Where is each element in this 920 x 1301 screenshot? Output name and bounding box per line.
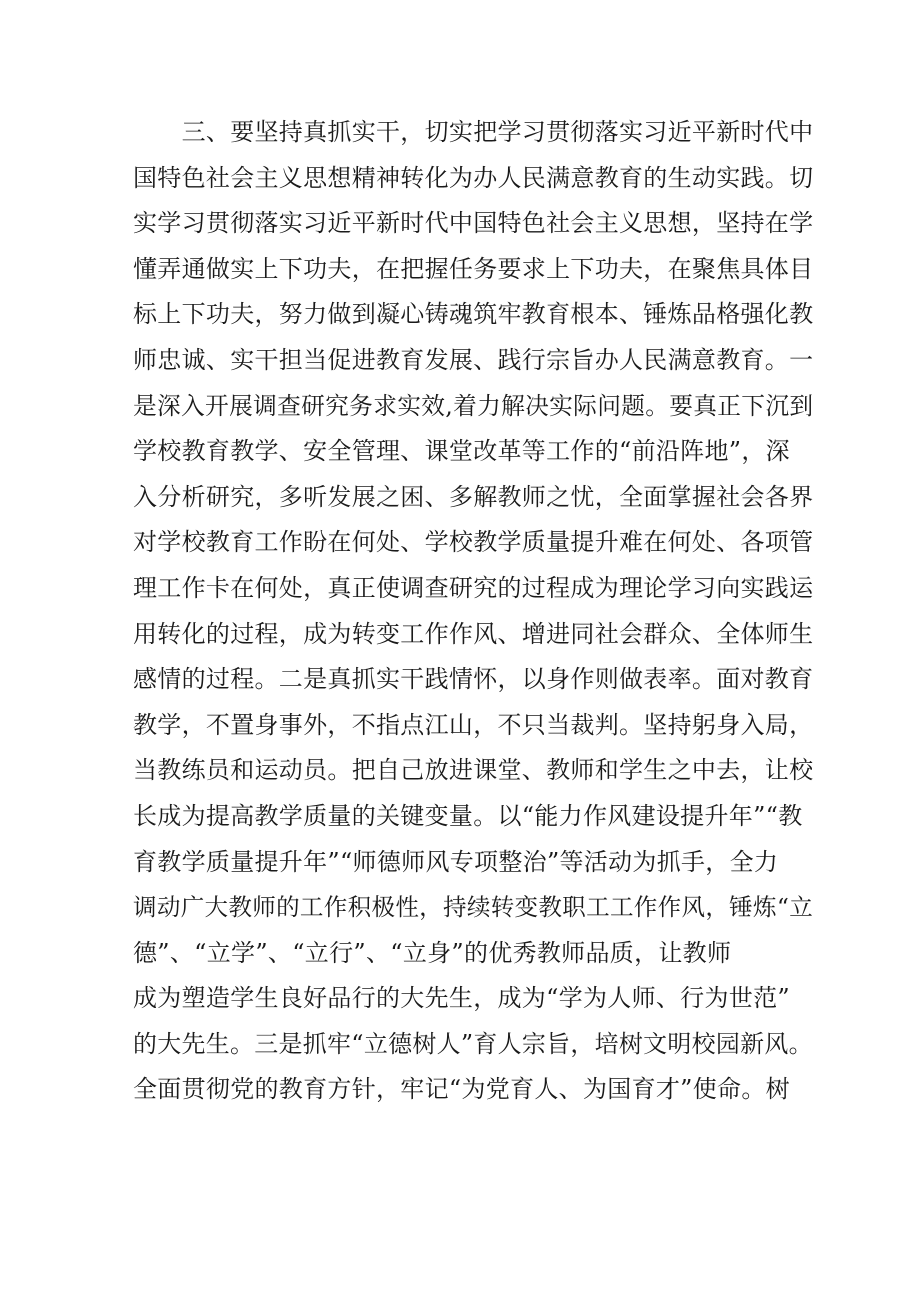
text-line: 是深入开展调查研究务求实效,着力解决实际问题。要真正下沉到	[133, 391, 814, 420]
text-line: 懂弄通做实上下功夫，在把握任务要求上下功夫，在聚焦具体目	[133, 254, 814, 283]
text-line: 实学习贯彻落实习近平新时代中国特色社会主义思想，坚持在学	[133, 209, 814, 238]
text-line: 国特色社会主义思想精神转化为办人民满意教育的生动实践。切	[133, 163, 814, 192]
text-line: 感情的过程。二是真抓实干践情怀，以身作则做表率。面对教育	[133, 665, 814, 694]
text-line: 育教学质量提升年”“师德师风专项整治”等活动为抓手，全力	[133, 847, 779, 876]
text-line: 教学，不置身事外，不指点江山，不只当裁判。坚持躬身入局，	[133, 710, 814, 739]
text-line: 全面贯彻党的教育方针，牢记“为党育人、为国育才”使命。树	[133, 1075, 790, 1104]
body-paragraph	[133, 110, 813, 1113]
text-line: 调动广大教师的工作积极性，持续转变教职工工作作风，锤炼“立	[133, 893, 814, 922]
text-line: 长成为提高教学质量的关键变量。以“能力作风建设提升年”“教	[133, 801, 803, 830]
text-line: 学校教育教学、安全管理、课堂改革等工作的“前沿阵地”，深	[133, 437, 790, 466]
text-line: 当教练员和运动员。把自己放进课堂、教师和学生之中去，让校	[133, 756, 814, 785]
text-line: 的大先生。三是抓牢“立德树人”育人宗旨，培树文明校园新风。	[133, 1029, 813, 1058]
text-line: 师忠诚、实干担当促进教育发展、践行宗旨办人民满意教育。一	[133, 345, 814, 374]
text-line: 入分析研究，多听发展之困、多解教师之忧，全面掌握社会各界	[133, 482, 814, 511]
text-line: 理工作卡在何处，真正使调查研究的过程成为理论学习向实践运	[133, 573, 814, 602]
text-line: 标上下功夫，努力做到凝心铸魂筑牢教育根本、锤炼品格强化教	[133, 300, 814, 329]
text-line: 三、要坚持真抓实干，切实把学习贯彻落实习近平新时代中	[133, 118, 814, 146]
text-line: 用转化的过程，成为转变工作作风、增进同社会群众、全体师生	[133, 619, 814, 648]
text-line: 德”、“立学”、“立行”、“立身”的优秀教师品质，让教师	[133, 938, 732, 967]
text-line: 成为塑造学生良好品行的大先生，成为“学为人师、行为世范”	[133, 984, 790, 1013]
text-line: 对学校教育工作盼在何处、学校教学质量提升难在何处、各项管	[133, 528, 814, 557]
